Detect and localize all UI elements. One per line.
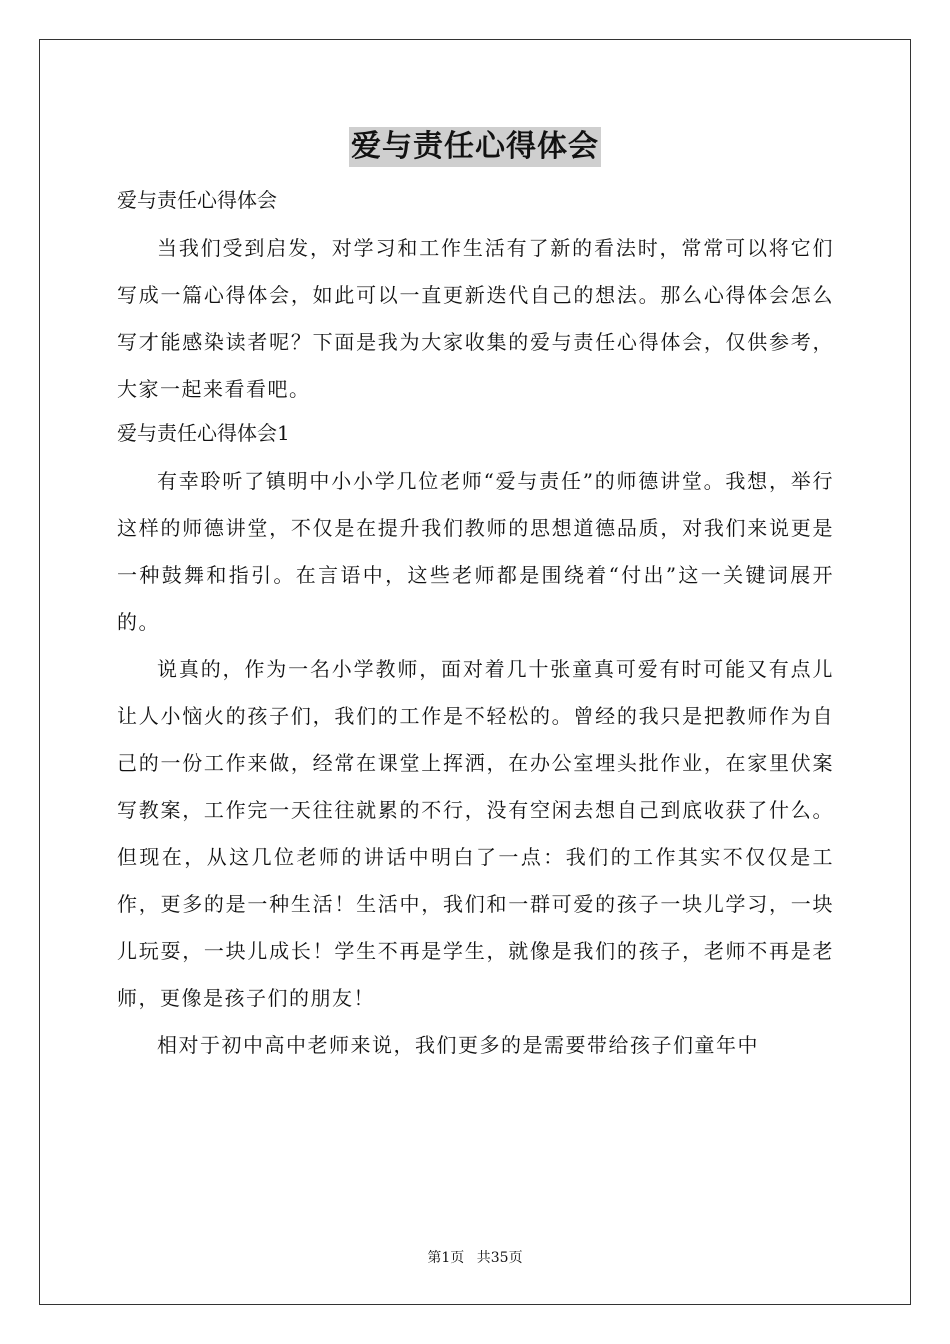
intro-paragraph: 当我们受到启发，对学习和工作生活有了新的看法时，常常可以将它们写成一篇心得体会，如此可以一直更新迭代自己的想法。那么心得体会怎么写才能感染读者呢？下面是我为大家收集的爱与责任心得体会，仅供参考，大家一起来看看吧。 [117, 236, 834, 401]
page-number: 第1页 [427, 1250, 465, 1266]
page-total: 共35页 [476, 1250, 523, 1266]
title-container [0, 127, 950, 167]
body-paragraph: 相对于初中高中老师来说，我们更多的是需要带给孩子们童年中 [157, 1033, 759, 1057]
body-paragraph: 说真的，作为一名小学教师，面对着几十张童真可爱有时可能又有点儿让人小恼火的孩子们，我们的工作是不轻松的。曾经的我只是把教师作为自己的一份工作来做，经常在课堂上挥洒，在办公室埋头批作业，在家里伏案写教案，工作完一天往往就累的不行，没有空闲去想自己到底收获了什么。但现在，从这几位老师的讲话中明白了一点：我们的工作其实不仅仅是工作，更多的是一种生活！生活中，我们和一群可爱的孩子一块儿学习，一块儿玩耍，一块儿成长！学生不再是学生，就像是我们的孩子，老师不再是老师，更像是孩子们的朋友！ [117, 657, 834, 1010]
body-paragraph: 有幸聆听了镇明中小小学几位老师“爱与责任”的师德讲堂。我想，举行这样的师德讲堂，不仅是在提升我们教师的思想道德品质，对我们来说更是一种鼓舞和指引。在言语中，这些老师都是围绕着“付出”这一关键词展开的。 [117, 469, 834, 634]
section-heading: 爱与责任心得体会 [117, 188, 277, 212]
document-title: 爱与责任心得体会 [349, 127, 601, 167]
document-body [117, 180, 834, 1069]
page-footer [0, 1247, 950, 1267]
section-heading-1: 爱与责任心得体会1 [117, 421, 290, 445]
